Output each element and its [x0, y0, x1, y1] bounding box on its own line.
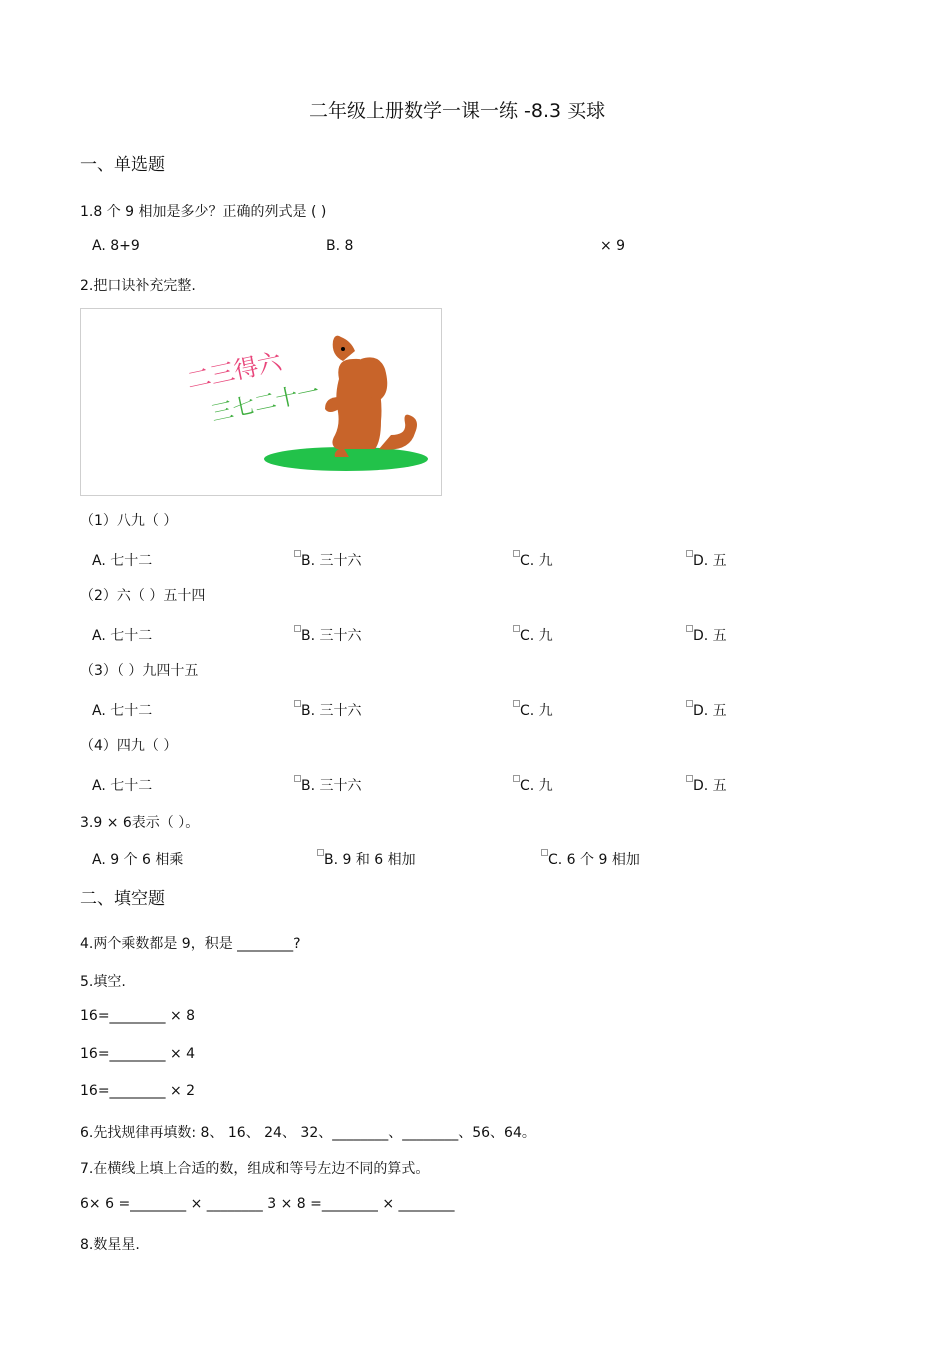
- question-2-sub-3-option-c[interactable]: [513, 700, 553, 720]
- question-1-stem: 1.8 个 9 相加是多少？正确的列式是 ( ): [80, 204, 327, 220]
- question-2-sub-2-option-d[interactable]: [686, 625, 727, 645]
- option-marker: [294, 700, 301, 707]
- option-c-label: C. 九: [520, 703, 553, 719]
- option-c-label: C. 九: [520, 628, 553, 644]
- option-d-label: D. 五: [693, 703, 727, 719]
- question-2-sub-4-option-c[interactable]: [513, 775, 553, 795]
- question-2-sub-1-stem: （1）八九（ ）: [80, 513, 178, 529]
- question-2-sub-4-option-b[interactable]: [294, 775, 362, 795]
- option-c-label: C. 九: [520, 778, 553, 794]
- option-marker: [686, 775, 693, 782]
- dog-illustration: [81, 309, 441, 495]
- rhyme-line-2: 三七二十一: [209, 379, 322, 427]
- question-4-stem: 4.两个乘数都是 9，积是 ________?: [80, 936, 301, 952]
- option-c-label: C. 6 个 9 相加: [548, 852, 640, 868]
- question-5-line-3: 16=________ × 2: [80, 1083, 196, 1099]
- option-b-label: B. 9 和 6 相加: [324, 852, 416, 868]
- multiplication-rhyme-illustration: [80, 308, 442, 496]
- option-marker: [513, 775, 520, 782]
- question-2-sub-1-option-a[interactable]: A. 七十二: [92, 553, 153, 569]
- question-1-option-a[interactable]: A. 8+9: [92, 238, 140, 254]
- option-d-label: D. 五: [693, 553, 727, 569]
- section-heading-fill-blank: 二、填空题: [80, 889, 165, 909]
- option-marker: [686, 625, 693, 632]
- question-2-sub-4-stem: （4）四九（ ）: [80, 738, 178, 754]
- option-marker: [294, 550, 301, 557]
- option-marker: [513, 625, 520, 632]
- question-7-equation-line: 6× 6 =________ × ________ 3 × 8 =________ × ________: [80, 1196, 455, 1212]
- question-2-sub-2-option-b[interactable]: [294, 625, 362, 645]
- option-d-label: D. 五: [693, 778, 727, 794]
- question-5-line-1: 16=________ × 8: [80, 1008, 196, 1024]
- question-3-option-c[interactable]: [541, 849, 640, 869]
- option-d-label: D. 五: [693, 628, 727, 644]
- question-2-sub-3-stem: （3）（ ）九四十五: [80, 663, 199, 679]
- section-heading-single-choice: 一、单选题: [80, 155, 165, 175]
- question-6-stem: 6.先找规律再填数: 8、 16、 24、 32、________、________、56、64。: [80, 1125, 536, 1141]
- option-b-label: B. 三十六: [301, 703, 362, 719]
- question-2-sub-2-option-a[interactable]: A. 七十二: [92, 628, 153, 644]
- question-3-option-b[interactable]: [317, 849, 416, 869]
- question-3-option-a[interactable]: A. 9 个 6 相乘: [92, 852, 184, 868]
- question-2-sub-4-option-d[interactable]: [686, 775, 727, 795]
- question-2-sub-3-option-b[interactable]: [294, 700, 362, 720]
- option-marker: [513, 700, 520, 707]
- question-5-line-2: 16=________ × 4: [80, 1046, 196, 1062]
- option-marker: [686, 550, 693, 557]
- question-2-sub-1-option-d[interactable]: [686, 550, 727, 570]
- question-2-sub-1-option-b[interactable]: [294, 550, 362, 570]
- question-3-stem: 3.9 × 6表示（ ）。: [80, 815, 200, 831]
- question-2-sub-4-option-a[interactable]: A. 七十二: [92, 778, 153, 794]
- question-2-sub-2-option-c[interactable]: [513, 625, 553, 645]
- option-b-label: B. 三十六: [301, 778, 362, 794]
- option-marker: [317, 849, 324, 856]
- green-ground: [264, 447, 428, 471]
- question-8-stem: 8.数星星.: [80, 1237, 140, 1253]
- page-title: 二年级上册数学一课一练 -8.3 买球: [309, 100, 606, 122]
- question-2-sub-3-option-a[interactable]: A. 七十二: [92, 703, 153, 719]
- rhyme-line-1: 二三得六: [184, 347, 285, 395]
- question-5-stem: 5.填空.: [80, 974, 126, 990]
- option-b-label: B. 三十六: [301, 553, 362, 569]
- question-2-stem: 2.把口诀补充完整.: [80, 278, 196, 294]
- option-marker: [541, 849, 548, 856]
- question-2-sub-1-option-c[interactable]: [513, 550, 553, 570]
- question-1-option-b[interactable]: B. 8: [326, 238, 354, 254]
- option-marker: [686, 700, 693, 707]
- option-marker: [294, 625, 301, 632]
- option-b-label: B. 三十六: [301, 628, 362, 644]
- dog-icon: [325, 336, 417, 457]
- question-7-stem: 7.在横线上填上合适的数，组成和等号左边不同的算式。: [80, 1161, 430, 1177]
- option-c-label: C. 九: [520, 553, 553, 569]
- option-marker: [294, 775, 301, 782]
- question-1-option-b-tail: × 9: [600, 238, 626, 254]
- question-2-sub-2-stem: （2）六（ ）五十四: [80, 588, 206, 604]
- option-marker: [513, 550, 520, 557]
- question-2-sub-3-option-d[interactable]: [686, 700, 727, 720]
